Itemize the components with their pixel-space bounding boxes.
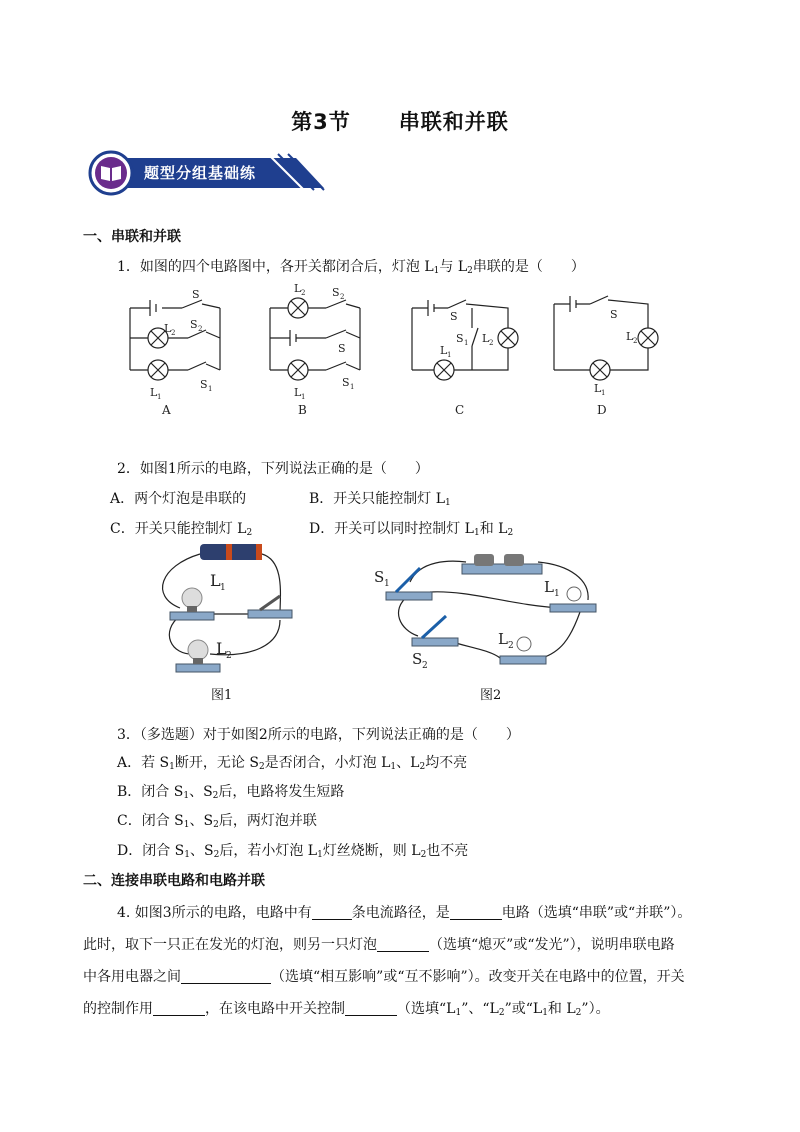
q1-circuit-diagrams xyxy=(110,280,670,420)
q2-option-b: B．开关只能控制灯 $L_1$ xyxy=(309,491,451,508)
svg-text:2: 2 xyxy=(508,641,514,651)
battery-icon xyxy=(200,544,262,560)
figure-1-caption: 图1 xyxy=(211,688,233,703)
section-heading-2: 二、连接串联电路和电路并联 xyxy=(83,873,265,889)
label-c-l2: L xyxy=(482,332,490,345)
svg-text:1: 1 xyxy=(601,389,606,397)
q4-line-3: 中各用电器之间 （选填“相互影响”或“互不影响”）。改变开关在电路中的位置，开关 xyxy=(83,969,685,985)
svg-text:1: 1 xyxy=(464,339,469,347)
label-b-s1: S xyxy=(342,376,350,389)
circuit-a xyxy=(130,300,220,380)
label-b-l2: L xyxy=(294,282,302,295)
page-title xyxy=(0,106,800,136)
label-a-s2: S xyxy=(190,318,198,331)
option-c-label: C xyxy=(455,403,465,417)
question-3-stem: 3．（多选题）对于如图2所示的电路，下列说法正确的是（ ） xyxy=(117,727,520,743)
fig1-label-l2: L xyxy=(216,639,227,658)
label-d-l1: L xyxy=(594,382,602,395)
section-banner xyxy=(88,150,328,196)
fig1-label-l1: L xyxy=(210,571,221,590)
section-number: 第3节 xyxy=(291,110,351,134)
svg-text:1: 1 xyxy=(384,579,390,589)
banner-label: 题型分组基础练 xyxy=(144,164,257,182)
svg-text:1: 1 xyxy=(350,383,355,391)
label-c-s: S xyxy=(450,310,458,323)
svg-text:2: 2 xyxy=(301,289,306,297)
section-heading-1: 一、串联和并联 xyxy=(83,229,181,245)
switch-s1-icon xyxy=(386,568,432,600)
switch-icon xyxy=(248,596,292,618)
svg-text:1: 1 xyxy=(157,393,162,401)
fig2-label-s1: S xyxy=(374,568,385,586)
q2-option-d: D．开关可以同时控制灯 $L_1$和 $L_2$ xyxy=(309,521,514,538)
section-topic: 串联和并联 xyxy=(398,110,509,134)
svg-text:2: 2 xyxy=(226,651,232,661)
svg-text:2: 2 xyxy=(171,329,176,337)
question-1-stem: 1．如图的四个电路图中，各开关都闭合后，灯泡 $L_1$与 $L_2$串联的是（ ） xyxy=(117,259,585,276)
figure-2-illustration xyxy=(370,540,610,680)
svg-text:2: 2 xyxy=(489,339,494,347)
label-a-s1: S xyxy=(200,378,208,391)
lamp-l1-icon xyxy=(170,588,214,620)
label-d-l2: L xyxy=(626,330,634,343)
q3-option-b: B．闭合 $S_1$、$S_2$后，电路将发生短路 xyxy=(117,784,345,801)
lamp-l2-icon xyxy=(176,640,220,672)
label-d-s: S xyxy=(610,308,618,321)
q2-option-c: C．开关只能控制灯 $L_2$ xyxy=(110,521,253,538)
q4-line-4: 的控制作用 ，在该电路中开关控制 （选填“$L_1$”、“$L_2$”或“$L_1$和 $L_2$”）。 xyxy=(83,1001,610,1018)
q3-option-d: D．闭合 $S_1$、$S_2$后，若小灯泡 $L_1$灯丝烧断，则 $L_2$也不亮 xyxy=(117,843,469,860)
circuit-b xyxy=(270,298,360,380)
svg-text:2: 2 xyxy=(340,293,345,301)
svg-text:1: 1 xyxy=(554,589,560,599)
question-2-stem: 2．如图1所示的电路，下列说法正确的是（ ） xyxy=(117,461,429,477)
svg-text:1: 1 xyxy=(447,351,452,359)
switch-s2-icon xyxy=(412,616,458,646)
label-a-l1: L xyxy=(150,386,158,399)
label-c-l1: L xyxy=(440,344,448,357)
fig2-label-l1: L xyxy=(544,578,554,596)
label-a-s: S xyxy=(192,288,200,301)
option-b-label: B xyxy=(298,403,307,417)
fig2-label-l2: L xyxy=(498,630,508,648)
q2-option-a: A．两个灯泡是串联的 xyxy=(110,491,247,507)
q4-line-2: 此时，取下一只正在发光的灯泡，则另一只灯泡 （选填“熄灭”或“发光”），说明串联电路 xyxy=(83,937,675,953)
label-b-s: S xyxy=(338,342,346,355)
option-a-label: A xyxy=(162,403,171,417)
svg-text:2: 2 xyxy=(422,661,428,671)
battery-holder-icon xyxy=(462,554,542,574)
figure-2-caption: 图2 xyxy=(480,688,502,703)
svg-text:2: 2 xyxy=(633,337,638,345)
q4-line-1: 4. 如图3所示的电路，电路中有 条电流路径，是 电路（选填“串联”或“并联”）。 xyxy=(117,905,692,921)
svg-text:2: 2 xyxy=(198,325,203,333)
circuit-d xyxy=(554,296,658,380)
fig2-label-s2: S xyxy=(412,650,423,668)
label-b-l1: L xyxy=(294,386,302,399)
svg-text:1: 1 xyxy=(220,583,226,593)
svg-text:1: 1 xyxy=(208,385,213,393)
figure-1-illustration xyxy=(140,536,320,686)
label-a-l2: L xyxy=(164,322,172,335)
q3-option-c: C．闭合 $S_1$、$S_2$后，两灯泡并联 xyxy=(117,813,317,830)
label-c-s1: S xyxy=(456,332,464,345)
svg-text:1: 1 xyxy=(301,393,306,401)
option-d-label: D xyxy=(597,403,607,417)
label-b-s2: S xyxy=(332,286,340,299)
q3-option-a: A．若 $S_1$断开，无论 $S_2$是否闭合，小灯泡 $L_1$、$L_2$均不亮 xyxy=(117,755,468,772)
